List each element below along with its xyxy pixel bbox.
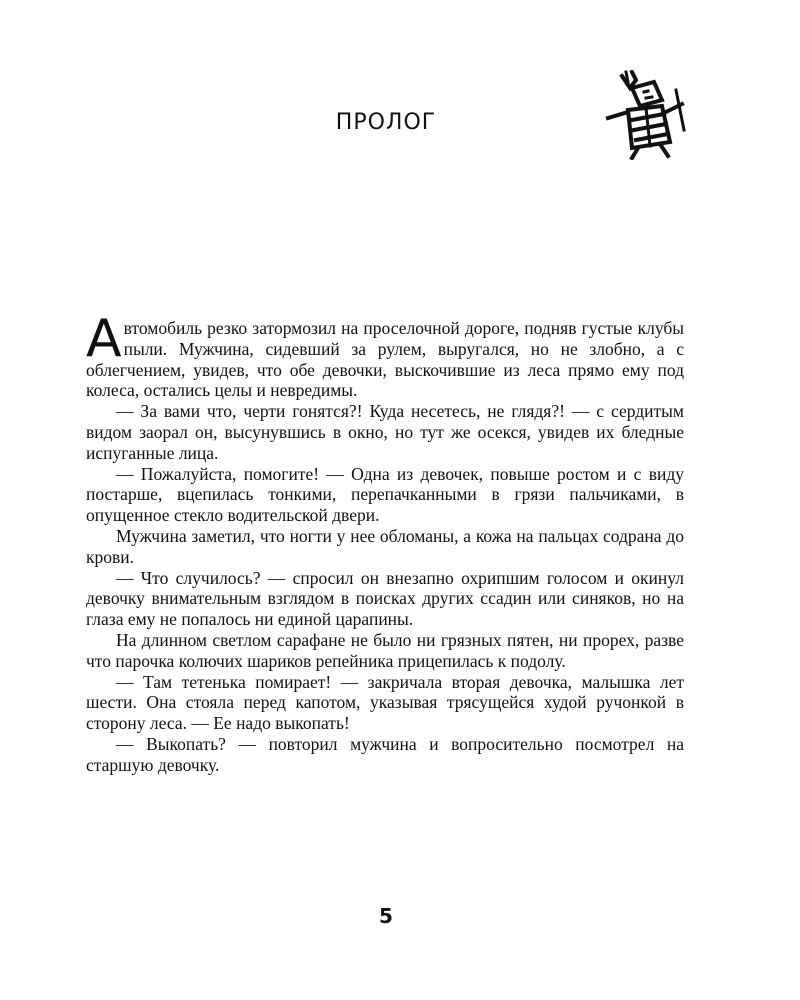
- paragraph-7: — Там тетенька помирает! — закричала вторая девочка, малышка лет шести. Она стояла перед капотом, указывая трясущейся худой ручонкой в сторону леса. — Ее надо выкопать!: [86, 671, 684, 734]
- paragraph-3: — Пожалуйста, помогите! — Одна из девочек, повыше ростом и с виду постарше, вцепилась тонкими, перепачканными в грязи пальчиками, в опущенное стекло водительской двери.: [86, 463, 684, 526]
- paragraph-2: — За вами что, черти гонятся?! Куда несетесь, не глядя?! — с сердитым видом заорал он, высунувшись в окно, но тут же осекся, увидев их бледные испуганные лица.: [86, 401, 684, 463]
- chapter-title: ПРОЛОГ: [335, 110, 437, 135]
- paragraph-1: [86, 309, 684, 401]
- drop-cap: А: [86, 309, 122, 369]
- paragraph-4: Мужчина заметил, что ногти у нее обломаны, а кожа на пальцах содрана до крови.: [86, 525, 684, 567]
- body-text: [86, 309, 684, 776]
- paragraph-6: На длинном светлом сарафане не было ни грязных пятен, ни прорех, разве что парочка колючих шариков репейника прицепилась к подолу.: [86, 629, 684, 671]
- stick-figure-doll-icon: [602, 70, 692, 160]
- paragraph-8: — Выкопать? — повторил мужчина и вопросительно посмотрел на старшую девочку.: [86, 733, 684, 775]
- page-number: 5: [379, 904, 393, 928]
- paragraph-1-text: втомобиль резко затормозил на проселочной дороге, подняв густые клубы пыли. Мужчина, сидевший за рулем, выругался, но не злобно, а с облегчением, увидев, что обе девочки, выскочившие из леса прямо ему под колеса, остались целы и невредимы.: [86, 318, 684, 401]
- paragraph-5: — Что случилось? — спросил он внезапно охрипшим голосом и окинул девочку внимательным взглядом в поисках других ссадин или синяков, но на глаза ему не попалось ни единой царапины.: [86, 567, 684, 630]
